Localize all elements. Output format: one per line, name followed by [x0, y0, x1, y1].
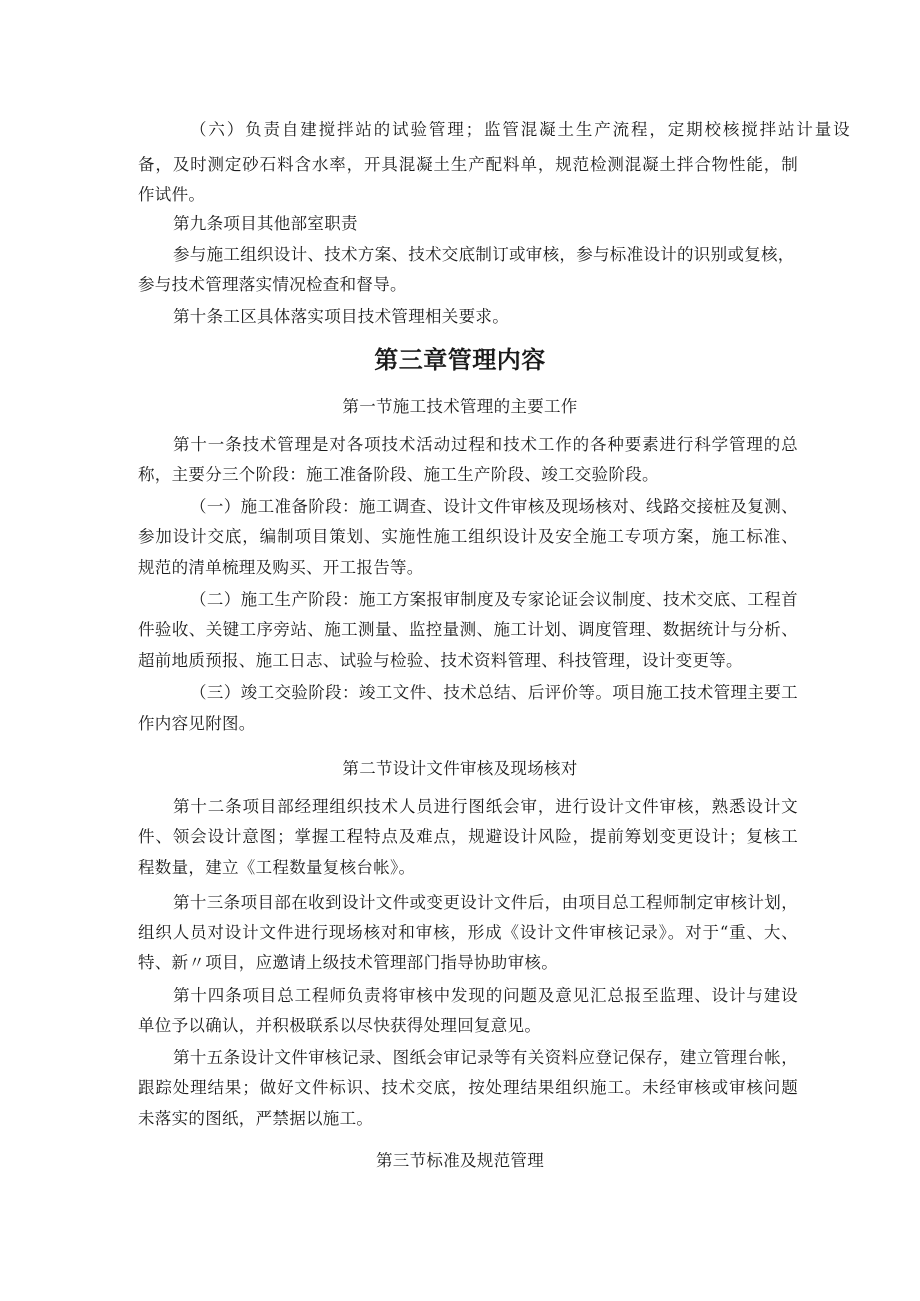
paragraph-line: （三）竣工交验阶段：竣工文件、技术总结、后评价等。项目施工技术管理主要工 [190, 683, 798, 702]
paragraph-line: 第十二条项目部经理组织技术人员进行图纸会审，进行设计文件审核，熟悉设计文 [173, 797, 798, 816]
paragraph-line: 作内容见附图。 [138, 714, 256, 733]
paragraph-line: 参与技术管理落实情况检查和督导。 [138, 275, 407, 294]
paragraph-line: 第十一条技术管理是对各项技术活动过程和技术工作的各种要素进行科学管理的总 [173, 435, 798, 454]
paragraph-line: 跟踪处理结果；做好文件标识、技术交底，按处理结果组织施工。未经审核或审核问题 [138, 1078, 798, 1097]
paragraph-line: 称，主要分三个阶段：施工准备阶段、施工生产阶段、竣工交验阶段。 [138, 465, 659, 484]
paragraph-line: 单位予以确认，并积极联系以尽快获得处理回复意见。 [138, 1016, 542, 1035]
paragraph-line: 件验收、关键工序旁站、施工测量、监控量测、施工计划、调度管理、数据统计与分析、 [138, 620, 798, 639]
paragraph-line: 第十三条项目部在收到设计文件或变更设计文件后，由项目总工程师制定审核计划， [173, 893, 798, 912]
paragraph-line: （二）施工生产阶段：施工方案报审制度及专家论证会议制度、技术交底、工程首 [190, 590, 798, 609]
paragraph-line: 作试件。 [138, 185, 206, 204]
paragraph-line: 规范的清单梳理及购买、开工报告等。 [138, 558, 424, 577]
paragraph-line: 参与施工组织设计、技术方案、技术交底制订或审核，参与标准设计的识别或复核， [173, 245, 795, 264]
paragraph-line: 程数量，建立《工程数量复核台帐》。 [138, 858, 416, 877]
paragraph-line: 第十五条设计文件审核记录、图纸会审记录等有关资料应登记保存，建立管理台帐， [173, 1048, 798, 1067]
paragraph-line: （六）负责自建搅拌站的试验管理；监管混凝土生产流程，定期校核搅拌站计量设 [190, 120, 850, 139]
paragraph-line: 备，及时测定砂石料含水率，开具混凝土生产配料单，规范检测混凝土拌合物性能，制 [138, 155, 798, 174]
paragraph-line: 超前地质预报、施工日志、试验与检验、技术资料管理、科技管理，设计变更等。 [138, 651, 743, 670]
paragraph-line: 参加设计交底，编制项目策划、实施性施工组织设计及安全施工专项方案，施工标准、 [138, 527, 798, 546]
section-title: 第三节标准及规范管理 [376, 1151, 544, 1170]
paragraph-line: 未落实的图纸，严禁据以施工。 [138, 1109, 374, 1128]
section-title: 第一节施工技术管理的主要工作 [342, 397, 578, 416]
chapter-title: 第三章管理内容 [374, 346, 546, 374]
article-heading: 第九条项目其他部室职责 [173, 214, 358, 233]
paragraph-line: 特、新〃项目，应邀请上级技术管理部门指导协助审核。 [138, 953, 558, 972]
paragraph-line: （一）施工准备阶段：施工调查、设计文件审核及现场核对、线路交接桩及复测、 [190, 497, 798, 516]
paragraph-line: 第十条工区具体落实项目技术管理相关要求。 [173, 307, 509, 326]
paragraph-line: 组织人员对设计文件进行现场核对和审核，形成《设计文件审核记录》。对于“重、大、 [138, 923, 798, 942]
paragraph-line: 第十四条项目总工程师负责将审核中发现的问题及意见汇总报至监理、设计与建设 [173, 986, 798, 1005]
section-title: 第二节设计文件审核及现场核对 [342, 759, 578, 778]
paragraph-line: 件、领会设计意图；掌握工程特点及难点，规避设计风险，提前筹划变更设计；复核工 [138, 827, 798, 846]
